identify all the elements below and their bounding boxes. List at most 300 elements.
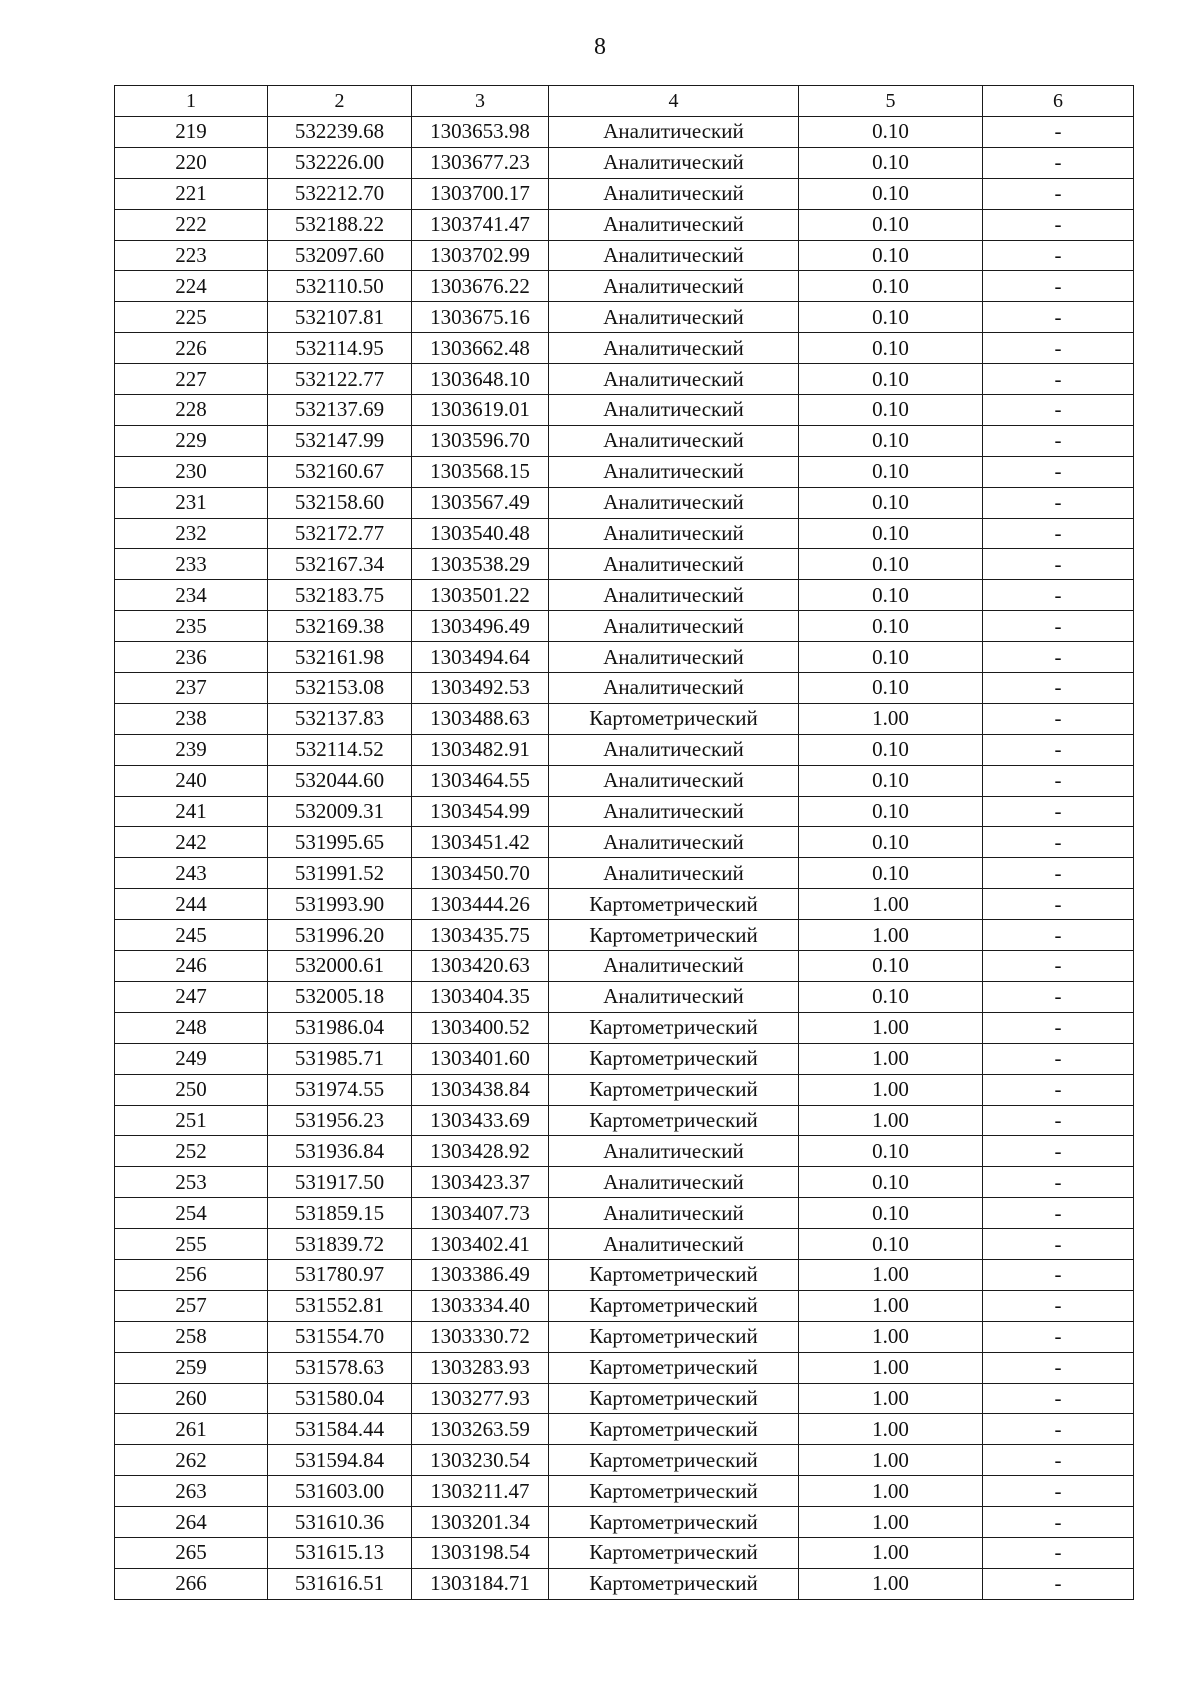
table-row [115, 703, 1134, 734]
cell-accuracy: 0.10 [799, 178, 983, 209]
cell-coordinate-y: 1303283.93 [412, 1352, 549, 1383]
cell-coordinate-x: 531594.84 [268, 1445, 412, 1476]
cell-description: - [983, 1507, 1134, 1538]
table-row [115, 178, 1134, 209]
cell-coordinate-y: 1303334.40 [412, 1290, 549, 1321]
table-row [115, 1012, 1134, 1043]
cell-point-number: 262 [115, 1445, 268, 1476]
cell-method: Аналитический [549, 178, 799, 209]
cell-point-number: 239 [115, 734, 268, 765]
cell-coordinate-y: 1303676.22 [412, 271, 549, 302]
cell-description: - [983, 1105, 1134, 1136]
cell-point-number: 222 [115, 209, 268, 240]
header-cell-1: 1 [115, 86, 268, 117]
cell-accuracy: 1.00 [799, 1507, 983, 1538]
table-row [115, 1537, 1134, 1568]
cell-description: - [983, 1198, 1134, 1229]
cell-description: - [983, 1352, 1134, 1383]
cell-description: - [983, 1136, 1134, 1167]
table-row [115, 951, 1134, 982]
table-row [115, 642, 1134, 673]
cell-description: - [983, 827, 1134, 858]
cell-method: Картометрический [549, 1105, 799, 1136]
cell-coordinate-x: 531859.15 [268, 1198, 412, 1229]
cell-coordinate-y: 1303700.17 [412, 178, 549, 209]
cell-accuracy: 1.00 [799, 1568, 983, 1599]
cell-method: Аналитический [549, 209, 799, 240]
cell-coordinate-x: 532188.22 [268, 209, 412, 240]
cell-coordinate-x: 531578.63 [268, 1352, 412, 1383]
cell-method: Картометрический [549, 1290, 799, 1321]
table-row [115, 271, 1134, 302]
cell-accuracy: 0.10 [799, 734, 983, 765]
cell-method: Картометрический [549, 1043, 799, 1074]
cell-coordinate-x: 532110.50 [268, 271, 412, 302]
cell-coordinate-y: 1303428.92 [412, 1136, 549, 1167]
cell-coordinate-x: 531584.44 [268, 1414, 412, 1445]
cell-description: - [983, 765, 1134, 796]
cell-coordinate-y: 1303464.55 [412, 765, 549, 796]
cell-accuracy: 0.10 [799, 611, 983, 642]
cell-point-number: 261 [115, 1414, 268, 1445]
cell-coordinate-y: 1303662.48 [412, 333, 549, 364]
cell-point-number: 250 [115, 1074, 268, 1105]
cell-description: - [983, 858, 1134, 889]
table-row [115, 1352, 1134, 1383]
cell-point-number: 242 [115, 827, 268, 858]
cell-description: - [983, 981, 1134, 1012]
cell-description: - [983, 1229, 1134, 1260]
cell-method: Аналитический [549, 673, 799, 704]
cell-accuracy: 0.10 [799, 549, 983, 580]
cell-coordinate-y: 1303482.91 [412, 734, 549, 765]
cell-coordinate-x: 532000.61 [268, 951, 412, 982]
cell-description: - [983, 209, 1134, 240]
cell-coordinate-x: 532044.60 [268, 765, 412, 796]
cell-coordinate-x: 531986.04 [268, 1012, 412, 1043]
cell-method: Аналитический [549, 147, 799, 178]
cell-point-number: 257 [115, 1290, 268, 1321]
cell-method: Картометрический [549, 1414, 799, 1445]
cell-method: Картометрический [549, 1383, 799, 1414]
cell-description: - [983, 734, 1134, 765]
cell-coordinate-y: 1303423.37 [412, 1167, 549, 1198]
cell-accuracy: 1.00 [799, 1012, 983, 1043]
cell-point-number: 240 [115, 765, 268, 796]
cell-coordinate-y: 1303702.99 [412, 240, 549, 271]
cell-coordinate-y: 1303404.35 [412, 981, 549, 1012]
cell-accuracy: 1.00 [799, 1259, 983, 1290]
cell-coordinate-x: 531985.71 [268, 1043, 412, 1074]
table-row [115, 889, 1134, 920]
cell-method: Картометрический [549, 1568, 799, 1599]
cell-point-number: 264 [115, 1507, 268, 1538]
cell-point-number: 225 [115, 302, 268, 333]
cell-description: - [983, 271, 1134, 302]
cell-coordinate-x: 532226.00 [268, 147, 412, 178]
cell-point-number: 220 [115, 147, 268, 178]
cell-coordinate-x: 531610.36 [268, 1507, 412, 1538]
cell-coordinate-y: 1303451.42 [412, 827, 549, 858]
cell-coordinate-x: 531603.00 [268, 1476, 412, 1507]
cell-accuracy: 0.10 [799, 209, 983, 240]
cell-point-number: 233 [115, 549, 268, 580]
cell-description: - [983, 549, 1134, 580]
cell-method: Аналитический [549, 240, 799, 271]
cell-point-number: 228 [115, 395, 268, 426]
cell-method: Аналитический [549, 364, 799, 395]
cell-method: Картометрический [549, 1537, 799, 1568]
cell-description: - [983, 642, 1134, 673]
page-number: 8 [594, 34, 606, 60]
cell-description: - [983, 425, 1134, 456]
cell-coordinate-y: 1303675.16 [412, 302, 549, 333]
cell-accuracy: 0.10 [799, 487, 983, 518]
table-row [115, 1383, 1134, 1414]
cell-coordinate-y: 1303494.64 [412, 642, 549, 673]
cell-accuracy: 1.00 [799, 920, 983, 951]
table-header [115, 86, 1134, 117]
cell-coordinate-x: 532005.18 [268, 981, 412, 1012]
table-row [115, 1043, 1134, 1074]
cell-description: - [983, 1537, 1134, 1568]
cell-description: - [983, 1074, 1134, 1105]
cell-description: - [983, 518, 1134, 549]
cell-coordinate-x: 532169.38 [268, 611, 412, 642]
cell-method: Картометрический [549, 920, 799, 951]
cell-method: Аналитический [549, 117, 799, 148]
cell-coordinate-x: 531554.70 [268, 1321, 412, 1352]
cell-method: Аналитический [549, 981, 799, 1012]
table-row [115, 981, 1134, 1012]
cell-description: - [983, 456, 1134, 487]
cell-coordinate-x: 532114.95 [268, 333, 412, 364]
cell-accuracy: 1.00 [799, 1074, 983, 1105]
cell-method: Картометрический [549, 1074, 799, 1105]
cell-method: Аналитический [549, 456, 799, 487]
header-cell-3: 3 [412, 86, 549, 117]
cell-description: - [983, 1568, 1134, 1599]
cell-accuracy: 0.10 [799, 951, 983, 982]
cell-point-number: 265 [115, 1537, 268, 1568]
cell-description: - [983, 1259, 1134, 1290]
cell-coordinate-y: 1303653.98 [412, 117, 549, 148]
table-row [115, 796, 1134, 827]
cell-coordinate-x: 532212.70 [268, 178, 412, 209]
cell-description: - [983, 1414, 1134, 1445]
table-row [115, 333, 1134, 364]
cell-accuracy: 0.10 [799, 858, 983, 889]
table-row [115, 1136, 1134, 1167]
cell-accuracy: 0.10 [799, 117, 983, 148]
table-row [115, 117, 1134, 148]
cell-point-number: 237 [115, 673, 268, 704]
table-row [115, 1568, 1134, 1599]
cell-point-number: 243 [115, 858, 268, 889]
cell-description: - [983, 1290, 1134, 1321]
cell-coordinate-x: 531974.55 [268, 1074, 412, 1105]
cell-method: Аналитический [549, 425, 799, 456]
cell-accuracy: 1.00 [799, 1105, 983, 1136]
cell-coordinate-y: 1303211.47 [412, 1476, 549, 1507]
cell-coordinate-x: 531580.04 [268, 1383, 412, 1414]
cell-point-number: 241 [115, 796, 268, 827]
cell-coordinate-y: 1303677.23 [412, 147, 549, 178]
cell-accuracy: 0.10 [799, 333, 983, 364]
table-row [115, 611, 1134, 642]
cell-accuracy: 0.10 [799, 796, 983, 827]
header-cell-6: 6 [983, 86, 1134, 117]
cell-method: Аналитический [549, 1167, 799, 1198]
cell-coordinate-y: 1303496.49 [412, 611, 549, 642]
header-cell-5: 5 [799, 86, 983, 117]
cell-description: - [983, 580, 1134, 611]
cell-method: Картометрический [549, 1259, 799, 1290]
cell-coordinate-y: 1303501.22 [412, 580, 549, 611]
cell-accuracy: 0.10 [799, 395, 983, 426]
cell-coordinate-x: 532160.67 [268, 456, 412, 487]
cell-accuracy: 0.10 [799, 147, 983, 178]
cell-coordinate-y: 1303198.54 [412, 1537, 549, 1568]
cell-method: Аналитический [549, 858, 799, 889]
cell-description: - [983, 611, 1134, 642]
cell-method: Аналитический [549, 395, 799, 426]
cell-coordinate-y: 1303596.70 [412, 425, 549, 456]
table-row [115, 1445, 1134, 1476]
table-row [115, 209, 1134, 240]
cell-coordinate-y: 1303538.29 [412, 549, 549, 580]
cell-point-number: 236 [115, 642, 268, 673]
cell-accuracy: 0.10 [799, 673, 983, 704]
cell-coordinate-x: 531616.51 [268, 1568, 412, 1599]
cell-point-number: 266 [115, 1568, 268, 1599]
cell-coordinate-y: 1303420.63 [412, 951, 549, 982]
cell-accuracy: 0.10 [799, 765, 983, 796]
cell-description: - [983, 1445, 1134, 1476]
cell-accuracy: 1.00 [799, 1537, 983, 1568]
cell-point-number: 229 [115, 425, 268, 456]
table-row [115, 1476, 1134, 1507]
cell-description: - [983, 673, 1134, 704]
cell-accuracy: 1.00 [799, 1476, 983, 1507]
cell-coordinate-y: 1303540.48 [412, 518, 549, 549]
cell-description: - [983, 1012, 1134, 1043]
cell-coordinate-x: 531780.97 [268, 1259, 412, 1290]
cell-method: Аналитический [549, 333, 799, 364]
cell-point-number: 238 [115, 703, 268, 734]
table-row [115, 1074, 1134, 1105]
table-row [115, 827, 1134, 858]
cell-coordinate-y: 1303386.49 [412, 1259, 549, 1290]
cell-point-number: 254 [115, 1198, 268, 1229]
table-row [115, 425, 1134, 456]
cell-method: Аналитический [549, 765, 799, 796]
cell-coordinate-y: 1303567.49 [412, 487, 549, 518]
cell-accuracy: 0.10 [799, 302, 983, 333]
cell-coordinate-y: 1303277.93 [412, 1383, 549, 1414]
cell-accuracy: 0.10 [799, 240, 983, 271]
cell-coordinate-x: 531991.52 [268, 858, 412, 889]
cell-coordinate-y: 1303450.70 [412, 858, 549, 889]
table-row [115, 302, 1134, 333]
cell-description: - [983, 1476, 1134, 1507]
table-row [115, 1507, 1134, 1538]
cell-method: Картометрический [549, 1321, 799, 1352]
cell-method: Аналитический [549, 611, 799, 642]
table-row [115, 1105, 1134, 1136]
cell-coordinate-x: 532114.52 [268, 734, 412, 765]
cell-method: Картометрический [549, 1507, 799, 1538]
cell-method: Аналитический [549, 487, 799, 518]
cell-accuracy: 0.10 [799, 827, 983, 858]
cell-method: Аналитический [549, 827, 799, 858]
cell-coordinate-y: 1303402.41 [412, 1229, 549, 1260]
cell-method: Картометрический [549, 1352, 799, 1383]
cell-method: Аналитический [549, 518, 799, 549]
cell-coordinate-y: 1303438.84 [412, 1074, 549, 1105]
cell-coordinate-x: 532137.69 [268, 395, 412, 426]
table-row [115, 858, 1134, 889]
cell-point-number: 255 [115, 1229, 268, 1260]
cell-method: Аналитический [549, 951, 799, 982]
table-row [115, 456, 1134, 487]
cell-point-number: 227 [115, 364, 268, 395]
cell-accuracy: 1.00 [799, 1043, 983, 1074]
cell-coordinate-y: 1303435.75 [412, 920, 549, 951]
cell-coordinate-x: 532172.77 [268, 518, 412, 549]
cell-description: - [983, 333, 1134, 364]
cell-method: Аналитический [549, 580, 799, 611]
cell-method: Картометрический [549, 889, 799, 920]
cell-point-number: 256 [115, 1259, 268, 1290]
cell-coordinate-x: 532153.08 [268, 673, 412, 704]
cell-coordinate-y: 1303444.26 [412, 889, 549, 920]
cell-coordinate-x: 532107.81 [268, 302, 412, 333]
cell-method: Аналитический [549, 734, 799, 765]
cell-accuracy: 0.10 [799, 1167, 983, 1198]
cell-method: Аналитический [549, 271, 799, 302]
cell-point-number: 252 [115, 1136, 268, 1167]
cell-method: Аналитический [549, 1136, 799, 1167]
cell-point-number: 247 [115, 981, 268, 1012]
cell-coordinate-y: 1303401.60 [412, 1043, 549, 1074]
cell-description: - [983, 364, 1134, 395]
table-row [115, 1198, 1134, 1229]
cell-accuracy: 1.00 [799, 1290, 983, 1321]
cell-description: - [983, 920, 1134, 951]
cell-coordinate-x: 532009.31 [268, 796, 412, 827]
cell-method: Аналитический [549, 1198, 799, 1229]
cell-coordinate-y: 1303648.10 [412, 364, 549, 395]
cell-coordinate-x: 531936.84 [268, 1136, 412, 1167]
header-row [115, 86, 1134, 117]
cell-coordinate-x: 531995.65 [268, 827, 412, 858]
table-row [115, 920, 1134, 951]
cell-accuracy: 0.10 [799, 981, 983, 1012]
cell-description: - [983, 395, 1134, 426]
cell-accuracy: 0.10 [799, 456, 983, 487]
cell-method: Аналитический [549, 302, 799, 333]
cell-method: Картометрический [549, 1476, 799, 1507]
table-row [115, 395, 1134, 426]
cell-accuracy: 1.00 [799, 1445, 983, 1476]
cell-point-number: 263 [115, 1476, 268, 1507]
cell-coordinate-x: 532158.60 [268, 487, 412, 518]
table-row [115, 487, 1134, 518]
table-row [115, 765, 1134, 796]
cell-description: - [983, 951, 1134, 982]
cell-description: - [983, 1383, 1134, 1414]
cell-coordinate-x: 532147.99 [268, 425, 412, 456]
header-cell-4: 4 [549, 86, 799, 117]
cell-accuracy: 0.10 [799, 518, 983, 549]
cell-point-number: 251 [115, 1105, 268, 1136]
cell-accuracy: 0.10 [799, 642, 983, 673]
cell-coordinate-y: 1303433.69 [412, 1105, 549, 1136]
cell-coordinate-y: 1303619.01 [412, 395, 549, 426]
cell-description: - [983, 240, 1134, 271]
cell-point-number: 231 [115, 487, 268, 518]
table-row [115, 734, 1134, 765]
cell-coordinate-y: 1303263.59 [412, 1414, 549, 1445]
cell-point-number: 226 [115, 333, 268, 364]
coordinates-table [114, 85, 1134, 1600]
cell-coordinate-y: 1303330.72 [412, 1321, 549, 1352]
cell-method: Аналитический [549, 549, 799, 580]
cell-point-number: 221 [115, 178, 268, 209]
cell-description: - [983, 302, 1134, 333]
cell-accuracy: 1.00 [799, 1383, 983, 1414]
table-row [115, 1414, 1134, 1445]
table-row [115, 518, 1134, 549]
cell-point-number: 246 [115, 951, 268, 982]
cell-accuracy: 1.00 [799, 889, 983, 920]
cell-coordinate-y: 1303407.73 [412, 1198, 549, 1229]
cell-coordinate-y: 1303184.71 [412, 1568, 549, 1599]
cell-point-number: 235 [115, 611, 268, 642]
table-row [115, 549, 1134, 580]
header-cell-2: 2 [268, 86, 412, 117]
cell-accuracy: 1.00 [799, 1321, 983, 1352]
cell-coordinate-x: 531552.81 [268, 1290, 412, 1321]
cell-point-number: 223 [115, 240, 268, 271]
cell-coordinate-x: 531615.13 [268, 1537, 412, 1568]
cell-description: - [983, 147, 1134, 178]
cell-accuracy: 0.10 [799, 1198, 983, 1229]
cell-coordinate-y: 1303201.34 [412, 1507, 549, 1538]
cell-coordinate-y: 1303488.63 [412, 703, 549, 734]
cell-coordinate-y: 1303492.53 [412, 673, 549, 704]
table-row [115, 1321, 1134, 1352]
cell-coordinate-y: 1303230.54 [412, 1445, 549, 1476]
table-row [115, 1290, 1134, 1321]
cell-description: - [983, 703, 1134, 734]
cell-coordinate-x: 531917.50 [268, 1167, 412, 1198]
cell-description: - [983, 1043, 1134, 1074]
cell-coordinate-x: 532167.34 [268, 549, 412, 580]
cell-coordinate-x: 532183.75 [268, 580, 412, 611]
cell-coordinate-y: 1303400.52 [412, 1012, 549, 1043]
cell-point-number: 234 [115, 580, 268, 611]
cell-accuracy: 1.00 [799, 703, 983, 734]
cell-accuracy: 0.10 [799, 580, 983, 611]
cell-coordinate-x: 532137.83 [268, 703, 412, 734]
cell-accuracy: 1.00 [799, 1352, 983, 1383]
cell-coordinate-y: 1303741.47 [412, 209, 549, 240]
cell-method: Картометрический [549, 1445, 799, 1476]
cell-accuracy: 0.10 [799, 425, 983, 456]
cell-accuracy: 0.10 [799, 271, 983, 302]
